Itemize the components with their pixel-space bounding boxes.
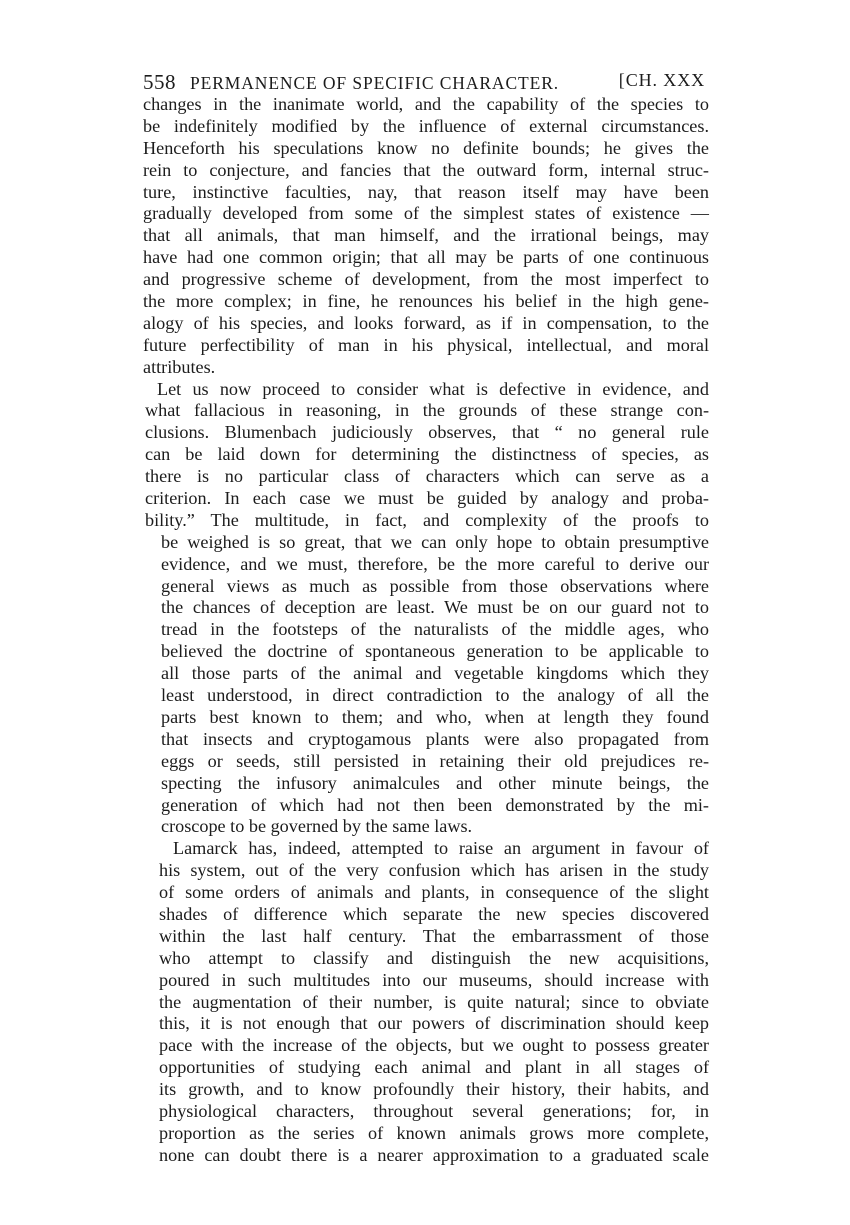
text-line: proportion as the series of known animals grows more complete, — [159, 1122, 709, 1143]
text-line: future perfectibility of man in his physical, intellectual, and moral — [143, 334, 709, 355]
page-number: 558 — [143, 70, 176, 94]
text-line: ture, instinctive faculties, nay, that reason itself may have been — [143, 181, 709, 202]
text-line: that all animals, that man himself, and the irrational beings, may — [143, 225, 709, 246]
body-text — [143, 94, 709, 1167]
paragraph-continued — [143, 532, 709, 838]
text-line: parts best known to them; and who, when at length they found — [161, 706, 709, 727]
text-line: Lamarck has, indeed, attempted to raise an argument in favour of — [173, 838, 709, 859]
text-line: Let us now proceed to consider what is defective in evidence, and — [157, 378, 709, 399]
text-line: who attempt to classify and distinguish the new acquisitions, — [159, 947, 709, 968]
text-line: evidence, and we must, therefore, be the more careful to derive our — [161, 553, 709, 574]
text-line: criterion. In each case we must be guided by analogy and proba- — [145, 488, 709, 509]
text-line: all those parts of the animal and vegetable kingdoms which they — [161, 663, 709, 684]
text-line: be weighed is so great, that we can only hope to obtain presumptive — [161, 531, 709, 552]
text-line: tread in the footsteps of the naturalists of the middle ages, who — [161, 619, 709, 640]
text-line: the more complex; in fine, he renounces his belief in the high gene- — [143, 291, 709, 312]
paragraph — [143, 94, 709, 379]
text-line: shades of difference which separate the new species discovered — [159, 903, 709, 924]
text-line: can be laid down for determining the distinctness of species, as — [145, 444, 709, 465]
text-line: specting the infusory animalcules and other minute beings, the — [161, 772, 709, 793]
text-line: its growth, and to know profoundly their history, their habits, and — [159, 1079, 709, 1100]
text-line: least understood, in direct contradiction to the analogy of all the — [161, 685, 709, 706]
text-line: poured in such multitudes into our museums, should increase with — [159, 969, 709, 990]
text-line: croscope to be governed by the same laws. — [161, 816, 473, 837]
running-title: PERMANENCE OF SPECIFIC CHARACTER. — [190, 73, 560, 93]
text-line: pace with the increase of the objects, but we ought to possess greater — [159, 1035, 709, 1056]
text-line: the augmentation of their number, is quite natural; since to obviate — [159, 991, 709, 1012]
text-line: eggs or seeds, still persisted in retaining their old prejudices re- — [161, 750, 709, 771]
text-line: bility.” The multitude, in fact, and complexity of the proofs to — [145, 509, 709, 530]
text-line: that insects and cryptogamous plants were also propagated from — [161, 728, 709, 749]
text-line: and progressive scheme of development, from the most imperfect to — [143, 269, 709, 290]
text-line: clusions. Blumenbach judiciously observes, that “ no general rule — [145, 422, 709, 443]
text-line: changes in the inanimate world, and the capability of the species to — [143, 94, 709, 114]
text-line: none can doubt there is a nearer approximation to a graduated scale — [159, 1144, 709, 1165]
text-line: physiological characters, throughout several generations; for, in — [159, 1100, 709, 1121]
text-line: his system, out of the very confusion which has arisen in the study — [159, 860, 709, 881]
running-head — [143, 70, 709, 96]
text-line: this, it is not enough that our powers of discrimination should keep — [159, 1013, 709, 1034]
chapter-reference: [CH. XXX — [618, 70, 705, 90]
text-line: attributes. — [143, 356, 216, 377]
text-line: alogy of his species, and looks forward, as if in compensation, to the — [143, 312, 709, 333]
text-line: what fallacious in reasoning, in the grounds of these strange con- — [145, 400, 709, 421]
paragraph — [143, 379, 709, 532]
text-line: gradually developed from some of the simplest states of existence — — [143, 203, 709, 224]
text-line: generation of which had not then been demonstrated by the mi- — [161, 794, 709, 815]
text-line: opportunities of studying each animal and plant in all stages of — [159, 1057, 709, 1078]
text-line: the chances of deception are least. We must be on our guard not to — [161, 597, 709, 618]
text-line: Henceforth his speculations know no definite bounds; he gives the — [143, 137, 709, 158]
text-line: have had one common origin; that all may be parts of one continuous — [143, 247, 709, 268]
text-line: rein to conjecture, and fancies that the outward form, internal struc- — [143, 159, 709, 180]
text-line: within the last half century. That the embarrassment of those — [159, 925, 709, 946]
text-line: of some orders of animals and plants, in consequence of the slight — [159, 882, 709, 903]
paragraph — [143, 838, 709, 1166]
text-line: be indefinitely modified by the influence of external circumstances. — [143, 115, 709, 136]
text-line: there is no particular class of characters which can serve as a — [145, 466, 709, 487]
text-line: general views as much as possible from those observations where — [161, 575, 709, 596]
text-line: believed the doctrine of spontaneous generation to be applicable to — [161, 641, 709, 662]
